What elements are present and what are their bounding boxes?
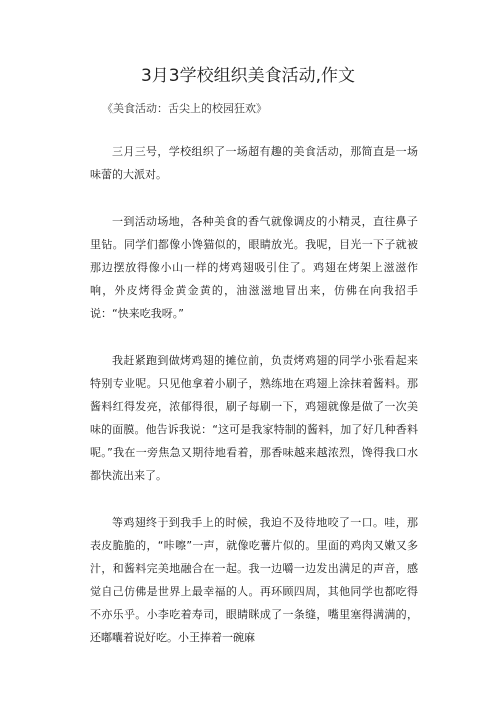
document-body xyxy=(90,140,418,673)
paragraph: 等鸡翅终于到我手上的时候，我迫不及待地咬了一口。哇，那表皮脆脆的，“咔嚓”一声，就像吃薯片似的。里面的鸡肉又嫩又多汁，和酱料完美地融合在一起。我一边嚼一边发出满足的声音，感觉自己仿佛是世界上最幸福的人。再环顾四周，其他同学也都吃得不亦乐乎。小李吃着寿司，眼睛眯成了一条缝，嘴里塞得满满的，还嘟囔着说好吃。小王捧着一碗麻 xyxy=(90,516,418,644)
document-title: 3月3学校组织美食活动,作文 xyxy=(140,66,356,86)
document-subtitle: 《美食活动：舌尖上的校园狂欢》 xyxy=(102,102,267,115)
paragraph: 三月三号，学校组织了一场超有趣的美食活动，那简直是一场味蕾的大派对。 xyxy=(90,145,418,181)
paragraph: 一到活动场地，各种美食的香气就像调皮的小精灵，直往鼻子里钻。同学们都像小馋猫似的，眼睛放光。我呢，目光一下子就被那边摆放得像小山一样的烤鸡翅吸引住了。鸡翅在烤架上滋滋作响，外皮烤得金黄金黄的，油滋滋地冒出来，仿佛在向我招手说：“快来吃我呀。” xyxy=(90,215,418,320)
paragraph: 我赶紧跑到做烤鸡翅的摊位前，负责烤鸡翅的同学小张看起来特别专业呢。只见他拿着小刷子，熟练地在鸡翅上涂抹着酱料。那酱料红得发亮，浓郁得很，刷子每刷一下，鸡翅就像是做了一次美味的面膜。他告诉我说：“这可是我家特制的酱料，加了好几种香料呢。”我在一旁焦急又期待地看着，那香味越来越浓烈，馋得我口水都快流出来了。 xyxy=(90,354,418,482)
